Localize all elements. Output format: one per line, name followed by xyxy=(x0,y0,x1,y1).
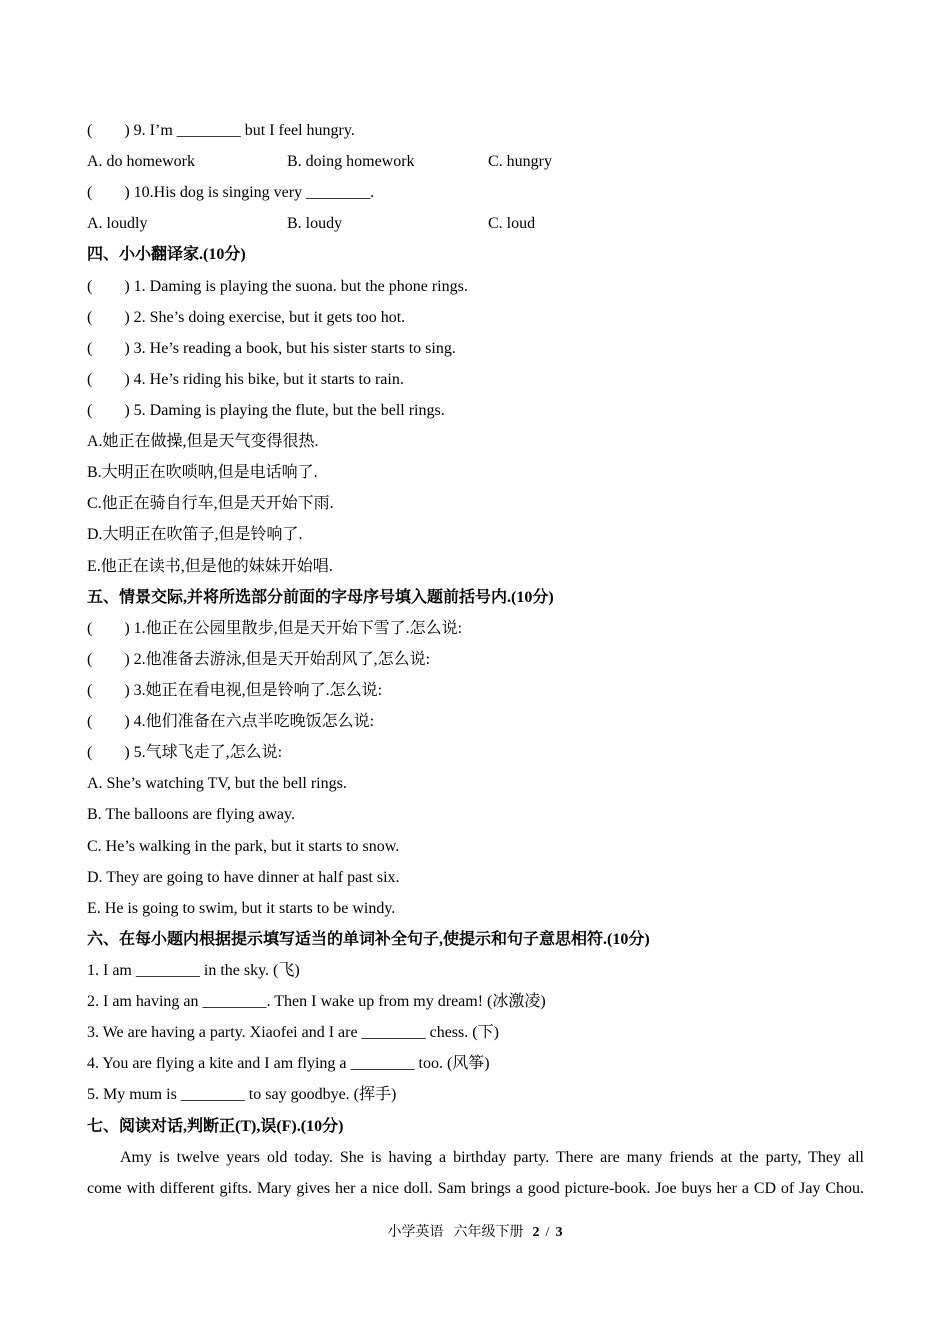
question-item: ( ) 1.他正在公园里散步,但是天开始下雪了.怎么说: xyxy=(87,619,463,637)
footer-separator: / xyxy=(545,1225,550,1240)
footer-grade: 六年级下册 xyxy=(453,1225,524,1240)
question-item: ( ) 2. She’s doing exercise, but it gets too hot. xyxy=(87,308,406,326)
answer-option: A.她正在做操,但是天气变得很热. xyxy=(87,433,319,451)
question-item: ( ) 4.他们准备在六点半吃晚饭怎么说: xyxy=(87,713,375,731)
footer-page-number: 2 xyxy=(532,1225,540,1240)
fill-blank-item: 3. We are having a party. Xiaofei and I are ________ chess. (下) xyxy=(87,1024,499,1042)
fill-blank-item: 2. I am having an ________. Then I wake up from my dream! (冰激凌) xyxy=(87,993,546,1011)
part-5-situational-dialogue xyxy=(87,582,864,924)
answer-option: B.大明正在吹唢呐,但是电话响了. xyxy=(87,464,318,482)
question-item: ( ) 3. He’s reading a book, but his sister starts to sing. xyxy=(87,339,456,357)
option-a: A. loudly xyxy=(87,215,148,233)
answer-option: E.他正在读书,但是他的妹妹开始唱. xyxy=(87,557,333,575)
section-heading: 六、在每小题内根据提示填写适当的单词补全句子,使提示和句子意思相符.(10分) xyxy=(87,930,650,948)
footer-total-pages: 3 xyxy=(555,1225,563,1240)
part-7-reading xyxy=(87,1111,864,1204)
footer-subject: 小学英语 xyxy=(387,1225,444,1240)
exam-page-content xyxy=(87,115,864,1204)
question-9-options xyxy=(87,146,864,177)
question-10-options xyxy=(87,208,864,239)
answer-option: E. He is going to swim, but it starts to be windy. xyxy=(87,899,396,917)
fill-blank-item: 4. You are flying a kite and I am flying a ________ too. (风筝) xyxy=(87,1055,490,1073)
reading-passage xyxy=(87,1142,864,1204)
part-4-translation xyxy=(87,239,864,581)
answer-option: A. She’s watching TV, but the bell rings. xyxy=(87,775,347,793)
fill-blank-item: 1. I am ________ in the sky. (飞) xyxy=(87,961,300,979)
question-item: ( ) 2.他准备去游泳,但是天开始刮风了,怎么说: xyxy=(87,650,431,668)
page-footer xyxy=(0,1222,950,1244)
option-b: B. loudy xyxy=(287,215,343,233)
section-heading: 四、小小翻译家.(10分) xyxy=(87,246,246,264)
fill-blank-item: 5. My mum is ________ to say goodbye. (挥手) xyxy=(87,1086,397,1104)
option-c: C. loud xyxy=(488,215,536,233)
part-6-fill-in-blanks xyxy=(87,924,864,1111)
answer-option: C.他正在骑自行车,但是天开始下雨. xyxy=(87,495,334,513)
section-heading: 五、情景交际,并将所选部分前面的字母序号填入题前括号内.(10分) xyxy=(87,588,554,606)
answer-option: D.大明正在吹笛子,但是铃响了. xyxy=(87,526,303,544)
option-a: A. do homework xyxy=(87,153,195,171)
question-item: ( ) 3.她正在看电视,但是铃响了.怎么说: xyxy=(87,681,383,699)
question-item: ( ) 4. He’s riding his bike, but it starts to rain. xyxy=(87,370,404,388)
option-b: B. doing homework xyxy=(287,153,415,171)
answer-option: B. The balloons are flying away. xyxy=(87,806,295,824)
passage-line: come with different gifts. Mary gives her a nice doll. Sam brings a good picture-book. Joe buys her a CD of Jay Chou. xyxy=(87,1179,864,1197)
section-heading: 七、阅读对话,判断正(T),误(F).(10分) xyxy=(87,1117,344,1135)
question-item: ( ) 1. Daming is playing the suona. but the phone rings. xyxy=(87,277,468,295)
passage-line: Amy is twelve years old today. She is having a birthday party. There are many friends at the party, They all xyxy=(120,1148,864,1166)
question-9-stem: ( ) 9. I’m ________ but I feel hungry. xyxy=(87,122,355,139)
question-10-stem: ( ) 10.His dog is singing very ________. xyxy=(87,184,375,202)
question-item: ( ) 5. Daming is playing the flute, but the bell rings. xyxy=(87,401,445,419)
option-c: C. hungry xyxy=(488,153,552,171)
question-item: ( ) 5.气球飞走了,怎么说: xyxy=(87,744,283,762)
answer-option: D. They are going to have dinner at half past six. xyxy=(87,868,400,886)
part-3-continued xyxy=(87,115,864,239)
answer-option: C. He’s walking in the park, but it starts to snow. xyxy=(87,837,400,855)
